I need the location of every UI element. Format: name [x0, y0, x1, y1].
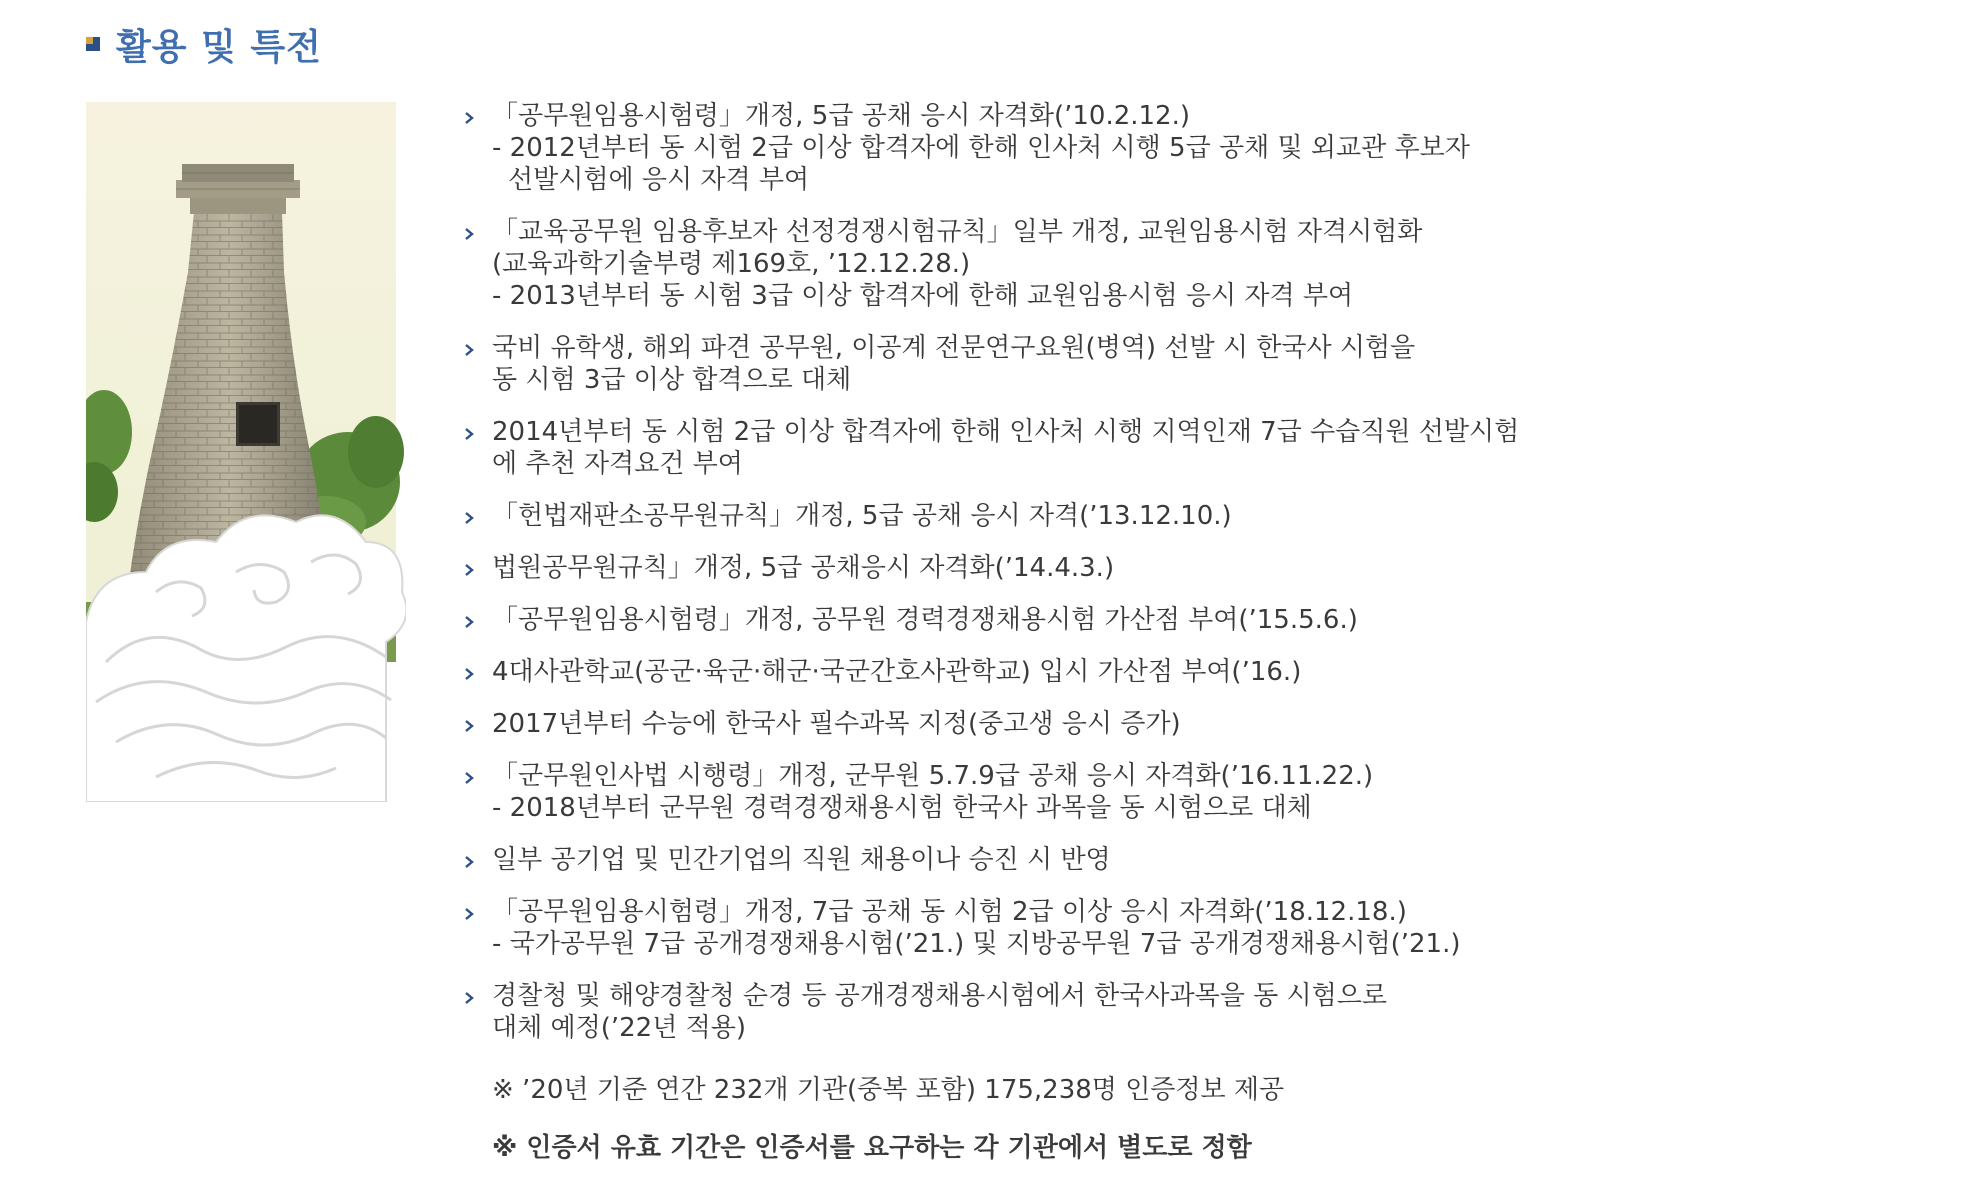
benefits-list: [464, 100, 1944, 1164]
list-item-text: 대체 예정(’22년 적용): [492, 1013, 746, 1043]
list-item-text: 에 추천 자격요건 부여: [492, 449, 743, 479]
list-item-text: 「헌법재판소공무원규칙」개정, 5급 공채 응시 자격(’13.12.10.): [492, 501, 1232, 531]
list-item: [464, 708, 1944, 740]
chevron-right-icon: [464, 855, 474, 869]
list-item-text: (교육과학기술부령 제169호, ’12.12.28.): [492, 249, 971, 279]
list-item-text: 「공무원임용시험령」개정, 공무원 경력경쟁채용시험 가산점 부여(’15.5.6.): [492, 605, 1358, 635]
list-item-text: 일부 공기업 및 민간기업의 직원 채용이나 승진 시 반영: [492, 845, 1111, 875]
list-item: [464, 100, 1944, 196]
list-item-subtext: - 국가공무원 7급 공개경쟁채용시험(’21.) 및 지방공무원 7급 공개경쟁채용시험(’21.): [492, 929, 1461, 959]
list-item: [464, 844, 1944, 876]
list-item-subtext: - 2018년부터 군무원 경력경쟁채용시험 한국사 과목을 동 시험으로 대체: [492, 793, 1312, 823]
list-item-text: 법원공무원규칙」개정, 5급 공채응시 자격화(’14.4.3.): [492, 553, 1115, 583]
list-item: [464, 552, 1944, 584]
chevron-right-icon: [464, 719, 474, 733]
chevron-right-icon: [464, 907, 474, 921]
chevron-right-icon: [464, 563, 474, 577]
list-item: [464, 332, 1944, 396]
list-item-text: 동 시험 3급 이상 합격으로 대체: [492, 365, 852, 395]
list-item-subtext: 선발시험에 응시 자격 부여: [508, 165, 810, 195]
list-item: [464, 656, 1944, 688]
section-title: 활용 및 특전: [116, 26, 322, 68]
validity-note: ※ 인증서 유효 기간은 인증서를 요구하는 각 기관에서 별도로 정함: [492, 1133, 1252, 1163]
list-item-text: 경찰청 및 해양경찰청 순경 등 공개경쟁채용시험에서 한국사과목을 동 시험으로: [492, 981, 1387, 1011]
chevron-right-icon: [464, 427, 474, 441]
section-header: [86, 14, 322, 74]
list-item: [464, 604, 1944, 636]
square-bullet-icon: [86, 37, 100, 51]
chevron-right-icon: [464, 511, 474, 525]
chevron-right-icon: [464, 343, 474, 357]
chevron-right-icon: [464, 991, 474, 1005]
list-item-text: 2014년부터 동 시험 2급 이상 합격자에 한해 인사처 시행 지역인재 7급 수습직원 선발시험: [492, 417, 1520, 447]
cheomseongdae-observatory-image: [86, 102, 406, 802]
list-item-text: 「군무원인사법 시행령」개정, 군무원 5.7.9급 공채 응시 자격화(’16.11.22.): [492, 761, 1374, 791]
chevron-right-icon: [464, 771, 474, 785]
list-item-text: 4대사관학교(공군·육군·해군·국군간호사관학교) 입시 가산점 부여(’16.): [492, 657, 1302, 687]
list-item-text: 2017년부터 수능에 한국사 필수과목 지정(중고생 응시 증가): [492, 709, 1181, 739]
list-item-text: 「공무원임용시험령」개정, 5급 공채 응시 자격화(’10.2.12.): [492, 101, 1191, 131]
list-item-subtext: - 2013년부터 동 시험 3급 이상 합격자에 한해 교원임용시험 응시 자격 부여: [492, 281, 1354, 311]
list-item-text: 「교육공무원 임용후보자 선정경쟁시험규칙」일부 개정, 교원임용시험 자격시험화: [492, 217, 1423, 247]
stat-note: ※ ’20년 기준 연간 232개 기관(중복 포함) 175,238명 인증정보 제공: [492, 1075, 1285, 1105]
list-item: [464, 500, 1944, 532]
list-item-text: 국비 유학생, 해외 파견 공무원, 이공계 전문연구요원(병역) 선발 시 한국사 시험을: [492, 333, 1416, 363]
chevron-right-icon: [464, 667, 474, 681]
list-item: [464, 416, 1944, 480]
chevron-right-icon: [464, 111, 474, 125]
list-item: [464, 896, 1944, 960]
list-item-text: 「공무원임용시험령」개정, 7급 공채 동 시험 2급 이상 응시 자격화(’18.12.18.): [492, 897, 1407, 927]
list-item: [464, 760, 1944, 824]
chevron-right-icon: [464, 615, 474, 629]
chevron-right-icon: [464, 227, 474, 241]
list-item: [464, 980, 1944, 1044]
list-item: [464, 216, 1944, 312]
list-item-subtext: - 2012년부터 동 시험 2급 이상 합격자에 한해 인사처 시행 5급 공채 및 외교관 후보자: [492, 133, 1470, 163]
